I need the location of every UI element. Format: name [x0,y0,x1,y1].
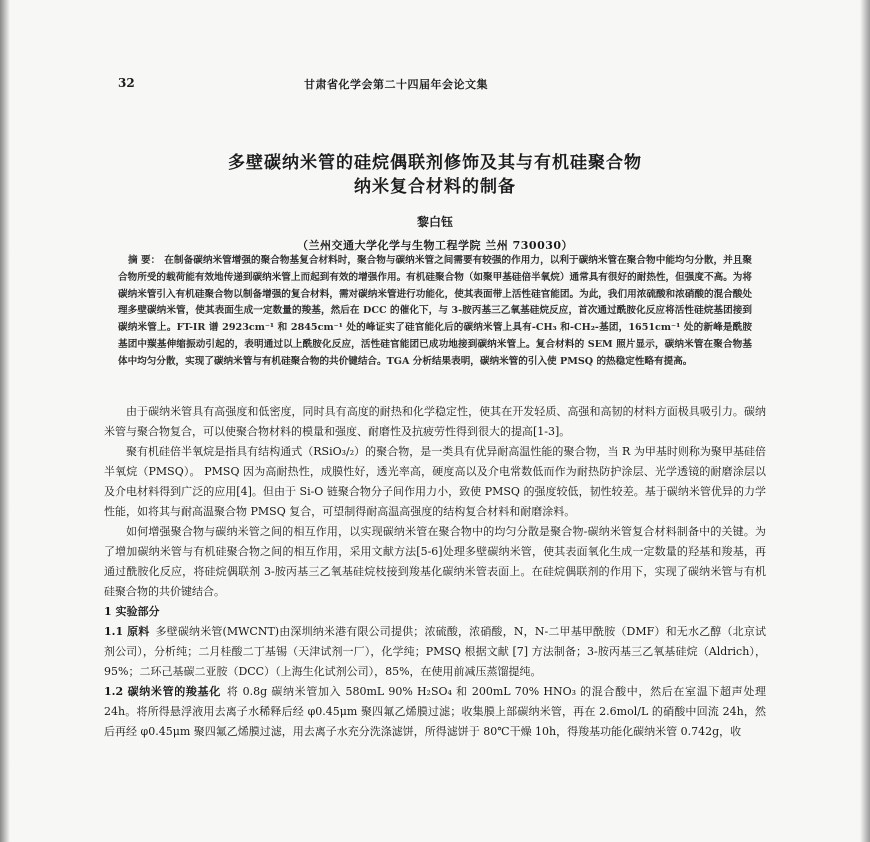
subsection-text-materials: 多壁碳纳米管(MWCNT)由深圳纳米港有限公司提供；浓硫酸，浓硝酸，N，N-二甲基甲酰胺（DMF）和无水乙醇（北京试剂公司），分析纯；二月桂酸二丁基锡（天津试剂一厂），化学纯；PMSQ 根据文献 [7] 方法制备；3-胺丙基三乙氧基硅烷（Aldrich），95%；二环己基碳二亚胺（DCC）（上海生化试剂公司），85%，在使用前减压蒸馏提纯。 [104,625,767,678]
body-text [104,402,766,742]
intro-paragraph-3: 如何增强聚合物与碳纳米管之间的相互作用，以实现碳纳米管在聚合物中的均匀分散是聚合物-碳纳米管复合材料制备中的关键。为了增加碳纳米管与有机硅聚合物之间的相互作用，采用文献方法[5-6]处理多壁碳纳米管，使其表面氧化生成一定数量的羟基和羧基，再通过酰胺化反应，将硅烷偶联剂 3-胺丙基三乙氧基硅烷枝接到羧基化碳纳米管表面上。在硅烷偶联剂的作用下，实现了碳纳米管与有机硅聚合物的共价键结合。 [104,525,766,598]
journal-name: 甘肃省化学会第二十四届年会论文集 [304,78,488,91]
paper-title-line-1: 多壁碳纳米管的硅烷偶联剂修饰及其与有机硅聚合物 [228,153,642,173]
abstract-text: 在制备碳纳米管增强的聚合物基复合材料时，聚合物与碳纳米管之间需要有较强的作用力，以利于碳纳米管在聚合物中能均匀分散，并且聚合物所受的载荷能有效地传递到碳纳米管上而起到有效的增强作用。有机硅聚合物（如聚甲基硅倍半氧烷）通常具有很好的耐热性，但强度不高。为将碳纳米管引入有机硅聚合物以制备增强的复合材料，需对碳纳米管进行功能化，使其表面带上活性硅官能团。为此，我们用浓硫酸和浓硝酸的混合酸处理多壁碳纳米管，使其表面生成一定数量的羧基，然后在 DCC 的催化下，与 3-胺丙基三乙氧基硅烷反应，首次通过酰胺化反应将活性硅烷基团接到碳纳米管上。FT-IR 谱 2923cm⁻¹ 和 2845cm⁻¹ 处的峰证实了硅官能化后的碳纳米管上具有-CH₃ 和-CH₂-基团，1651cm⁻¹ 处的新峰是酰胺基团中羰基伸缩振动引起的，表明通过以上酰胺化反应，活性硅官能团已成功地接到碳纳米管上。复合材料的 SEM 照片显示，碳纳米管在聚合物基体中均匀分散，实现了碳纳米管与有机硅聚合物的共价键结合。TGA 分析结果表明，碳纳米管的引入使 PMSQ 的热稳定性略有提高。 [118,255,753,367]
subsection-heading-carboxylation: 1.2 碳纳米管的羧基化 [104,685,221,698]
subsection-heading-materials: 1.1 原料 [104,625,150,638]
subsection-text-carboxylation: 将 0.8g 碳纳米管加入 580mL 90% H₂SO₄ 和 200mL 70% HNO₃ 的混合酸中，然后在室温下超声处理 24h。将所得悬浮液用去离子水稀释后经 φ0.45μm 聚四氟乙烯膜过滤；收集膜上部碳纳米管，再在 2.6mol/L 的硝酸中回流 24h，然后再经 φ0.45μm 聚四氟乙烯膜过滤，用去离子水充分洗涤滤饼，所得滤饼于 80℃干燥 10h，得羧基功能化碳纳米管 0.742g，收 [104,685,766,738]
paper-title-line-2: 纳米复合材料的制备 [354,177,516,197]
abstract [118,253,752,371]
subsection-materials [104,622,766,682]
section-heading-experimental: 1 实验部分 [104,605,160,618]
scan-shadow-left [0,0,10,842]
subsection-carboxylation [104,682,766,742]
author-name: 黎白钰 [416,215,453,229]
intro-paragraph-1: 由于碳纳米管具有高强度和低密度，同时具有高度的耐热和化学稳定性，使其在开发轻质、高强和高韧的材料方面极具吸引力。碳纳米管与聚合物复合，可以使聚合物材料的模量和强度、耐磨性及抗疲劳性得到很大的提高[1-3]。 [104,405,766,438]
intro-paragraph-2: 聚有机硅倍半氧烷是指具有结构通式（RSiO₃/₂）的聚合物，是一类具有优异耐高温性能的聚合物，当 R 为甲基时则称为聚甲基硅倍半氧烷（PMSQ）。 PMSQ 因为高耐热性，成膜性好，透光率高，硬度高以及介电常数低而作为耐热防护涂层、光学透镜的耐磨涂层以及介电材料得到广泛的应用[4]。但由于 Si-O 链聚合物分子间作用力小，致使 PMSQ 的强度较低，韧性较差。基于碳纳米管优异的力学性能，如将其与耐高温聚合物 PMSQ 复合，可望制得耐高温高强度的结构复合材料和耐磨涂料。 [104,445,766,518]
abstract-label: 摘 要： [128,255,161,266]
abstract-paragraph [118,253,752,371]
scan-shadow-right [860,0,870,842]
running-head [118,76,758,92]
author-affiliation: （兰州交通大学化学与生物工程学院 兰州 730030） [296,239,574,252]
page-number: 32 [118,76,135,90]
